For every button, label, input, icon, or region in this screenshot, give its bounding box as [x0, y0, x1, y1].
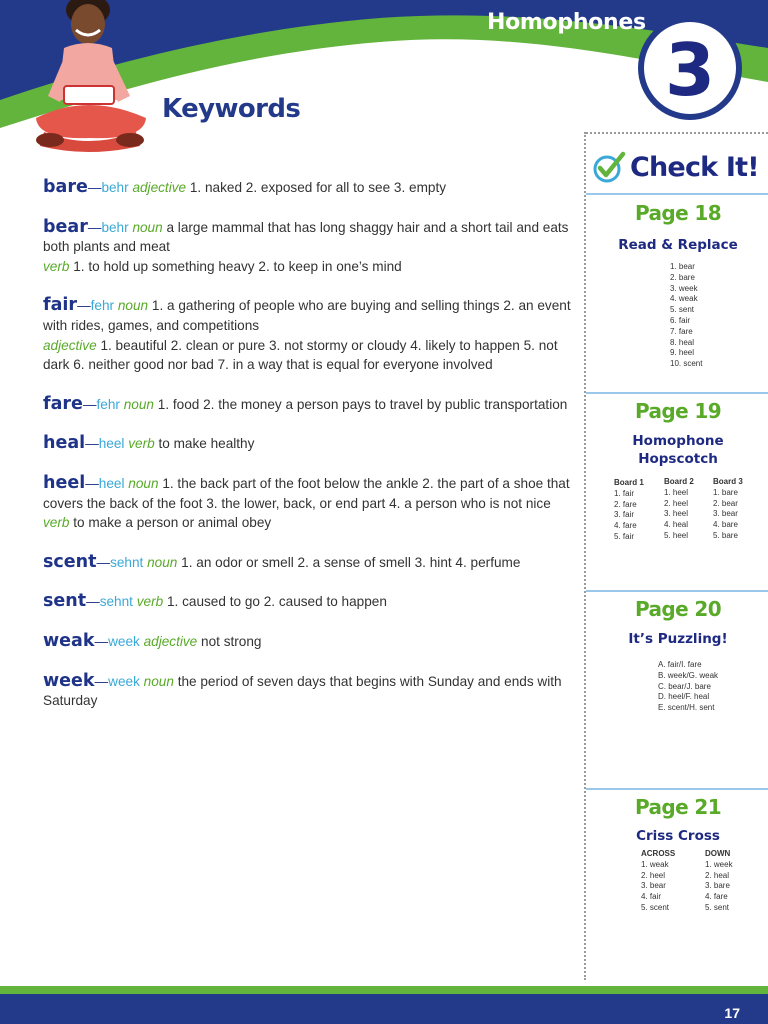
list-item: 3. bear: [713, 509, 738, 519]
entry-part-of-speech: adjective: [132, 180, 187, 195]
entry-definition: 1. to hold up something heavy 2. to keep in one’s mind: [73, 258, 402, 274]
list-item: A. fair/I. fare: [658, 660, 702, 669]
entry-heel: heel—heel noun 1. the back part of the foot below the ankle 2. the part of a shoe that covers the back of the foot 3. the lower, back, or end part 4. a person who is not nice verb to make a person or animal obey: [43, 472, 570, 531]
list-item: 4. bare: [713, 520, 738, 530]
section-rule: [586, 788, 768, 790]
column-top-divider: [586, 132, 768, 134]
page-19-title: Page 19: [634, 399, 722, 423]
entry-pronunciation: week: [108, 633, 140, 649]
entry-definition: not strong: [201, 633, 262, 649]
list-item: 5. fair: [614, 531, 635, 541]
footer-stripe: [0, 986, 768, 994]
entry-pronunciation: heel: [98, 436, 125, 452]
list-item: 4. weak: [670, 294, 698, 304]
list-item: 1. fair: [614, 488, 635, 498]
list-item: B. week/G. weak: [658, 670, 719, 680]
entry-scent: scent—sehnt noun 1. an odor or smell 2. a sense of smell 3. hint 4. perfume: [43, 551, 521, 572]
section-rule: [586, 392, 768, 394]
check-it-heading: [592, 150, 759, 184]
list-item: 2. bare: [670, 272, 695, 282]
entry-part-of-speech: noun: [143, 673, 174, 689]
list-item: 10. scent: [670, 359, 703, 369]
entry-pronunciation: sehnt: [99, 594, 133, 610]
entry-word: scent: [43, 551, 97, 572]
entry-word: heal: [43, 433, 86, 454]
entry-pronunciation: fehr: [90, 298, 115, 314]
entry-part-of-speech: adjective: [43, 337, 97, 353]
list-item: 5. sent: [705, 902, 730, 912]
entry-heal: heal—heel verb to make healthy: [43, 433, 255, 454]
page-21-across: [641, 849, 675, 914]
page-20-activity: It’s Puzzling!: [628, 631, 728, 647]
entry-part-of-speech: noun: [123, 396, 154, 412]
checkmark-icon: [592, 150, 626, 184]
entry-bear: bear—behr noun a large mammal that has long shaggy hair and a short tail and eats both plants and meat verb 1. to hold up something heavy 2. to keep in one’s mind: [43, 216, 569, 274]
list-item: 1. heel: [664, 487, 689, 497]
entry-definition: the period of seven days that begins with Sunday and ends with Saturday: [43, 673, 562, 709]
list-item: 4. fare: [705, 892, 728, 902]
entry-word: week: [43, 670, 95, 691]
entry-pronunciation: fehr: [96, 396, 120, 412]
entry-word: bear: [43, 216, 88, 237]
page-19-board-2: [664, 477, 694, 542]
list-item: 5. sent: [670, 305, 695, 315]
list-item: 2. heel: [664, 498, 689, 508]
page-21-down: [705, 849, 733, 914]
list-item: 3. heel: [664, 509, 689, 519]
entry-definition: to make healthy: [158, 436, 255, 452]
list-item: 9. heel: [670, 348, 695, 358]
keyword-list: [43, 178, 573, 711]
entry-definition: 1. naked 2. exposed for all to see 3. empty: [189, 180, 447, 195]
list-item: 2. bear: [713, 498, 738, 508]
entry-definition: 1. food 2. the money a person pays to travel by public transportation: [157, 396, 568, 412]
page-20-title: Page 20: [634, 597, 722, 621]
keywords-heading: Keywords: [162, 94, 301, 124]
list-item: 1. bear: [670, 262, 695, 271]
section-title: Homophones: [487, 10, 646, 35]
list-item: 1. weak: [641, 859, 669, 869]
page-18-title: Page 18: [634, 201, 722, 225]
entry-word: weak: [43, 630, 95, 651]
list-item: 1. bare: [713, 487, 738, 497]
entry-pronunciation: sehnt: [110, 554, 144, 570]
entry-weak: weak—week adjective not strong: [43, 630, 262, 651]
entry-part-of-speech: noun: [132, 219, 163, 235]
entry-word: fair: [43, 295, 78, 316]
entry-bare: bare—behr adjective 1. naked 2. exposed for all to see 3. empty: [43, 177, 447, 197]
list-item: 2. heal: [705, 870, 730, 880]
entry-week: week—week noun the period of seven days that begins with Sunday and ends with Saturday: [43, 670, 562, 709]
entry-fair: fair—fehr noun 1. a gathering of people who are buying and selling things 2. an event with rides, games, and competitions adjective 1. beautiful 2. clean or pure 3. not stormy or cloudy 4. likely to happen 5. not dark 6. neither good nor bad 7. in a way that is equal for everyone involved: [43, 295, 571, 373]
list-item: 2. fare: [614, 499, 637, 509]
list-item: 4. heal: [664, 520, 689, 530]
page-19-board-3: [713, 477, 743, 542]
list-item: 8. heal: [670, 337, 695, 347]
entry-part-of-speech: noun: [117, 298, 149, 314]
page-19-board-1: [614, 478, 644, 543]
entry-definition: to make a person or animal obey: [73, 515, 272, 531]
list-item: D. heel/F. heal: [658, 692, 710, 702]
list-item: 5. bare: [713, 530, 738, 540]
page-18-answers: [670, 262, 702, 370]
page-number: 17: [724, 1005, 740, 1021]
reading-child-illustration: [24, 0, 158, 158]
entry-part-of-speech: noun: [128, 475, 159, 491]
section-rule: [586, 193, 768, 195]
down-label: DOWN: [705, 849, 731, 858]
page-21-title: Page 21: [634, 795, 722, 819]
chapter-number: 3: [664, 28, 716, 112]
list-item: 3. bear: [641, 881, 666, 891]
entry-word: sent: [43, 591, 87, 612]
entry-word: heel: [43, 472, 86, 493]
entry-part-of-speech: verb: [128, 436, 155, 452]
entry-definition: 1. a gathering of people who are buying and selling things 2. an event with rides, games, and competitions: [43, 298, 571, 333]
across-label: ACROSS: [641, 849, 676, 858]
entry-pronunciation: heel: [98, 475, 125, 491]
page-21-activity: Criss Cross: [636, 828, 720, 844]
page-18-activity: Read & Replace: [618, 237, 738, 253]
list-item: 6. fair: [670, 315, 691, 325]
list-item: 2. heel: [641, 870, 666, 880]
entry-fare: fare—fehr noun 1. food 2. the money a person pays to travel by public transportation: [43, 393, 568, 414]
board-label: Board 2: [664, 477, 694, 486]
list-item: 3. fair: [614, 510, 635, 520]
entry-part-of-speech: noun: [147, 554, 178, 570]
list-item: 7. fare: [670, 326, 693, 336]
list-item: 5. scent: [641, 902, 670, 912]
list-item: 3. week: [670, 283, 698, 293]
entry-definition: 1. beautiful 2. clean or pure 3. not stormy or cloudy 4. likely to happen 5. not dark 6. neither good nor bad 7. in a way that is equal for everyone involved: [43, 337, 558, 373]
entry-definition: 1. caused to go 2. caused to happen: [166, 594, 387, 610]
entry-definition: 1. an odor or smell 2. a sense of smell 3. hint 4. perfume: [181, 554, 521, 570]
list-item: 3. bare: [705, 881, 730, 891]
list-item: E. scent/H. sent: [658, 703, 715, 713]
column-divider: [584, 132, 586, 980]
list-item: C. bear/J. bare: [658, 681, 711, 691]
footer-bar: [0, 994, 768, 1024]
entry-definition: a large mammal that has long shaggy hair and a short tail and eats both plants and meat: [43, 219, 569, 255]
check-it-title: Check It!: [630, 151, 759, 183]
list-item: 1. week: [705, 859, 733, 869]
entry-definition: 1. the back part of the foot below the ankle 2. the part of a shoe that covers the back of the foot 3. the lower, back, or end part 4. a person who is not nice: [43, 475, 570, 511]
list-item: 4. fare: [614, 521, 637, 531]
entry-pronunciation: behr: [101, 180, 129, 195]
section-rule: [586, 590, 768, 592]
entry-word: bare: [43, 177, 88, 197]
entry-pronunciation: week: [108, 673, 140, 689]
entry-part-of-speech: verb: [136, 594, 164, 610]
entry-part-of-speech: verb: [43, 515, 70, 531]
board-label: Board 1: [614, 478, 644, 487]
board-label: Board 3: [713, 477, 743, 486]
entry-sent: sent—sehnt verb 1. caused to go 2. caused to happen: [43, 591, 387, 612]
list-item: 5. heel: [664, 530, 689, 540]
list-item: 4. fair: [641, 892, 662, 902]
page-20-answers: [658, 660, 718, 714]
entry-part-of-speech: adjective: [143, 633, 198, 649]
entry-word: fare: [43, 393, 83, 414]
page-19-activity: Homophone Hopscotch: [632, 433, 724, 467]
entry-pronunciation: behr: [101, 219, 129, 235]
entry-part-of-speech: verb: [43, 258, 70, 274]
